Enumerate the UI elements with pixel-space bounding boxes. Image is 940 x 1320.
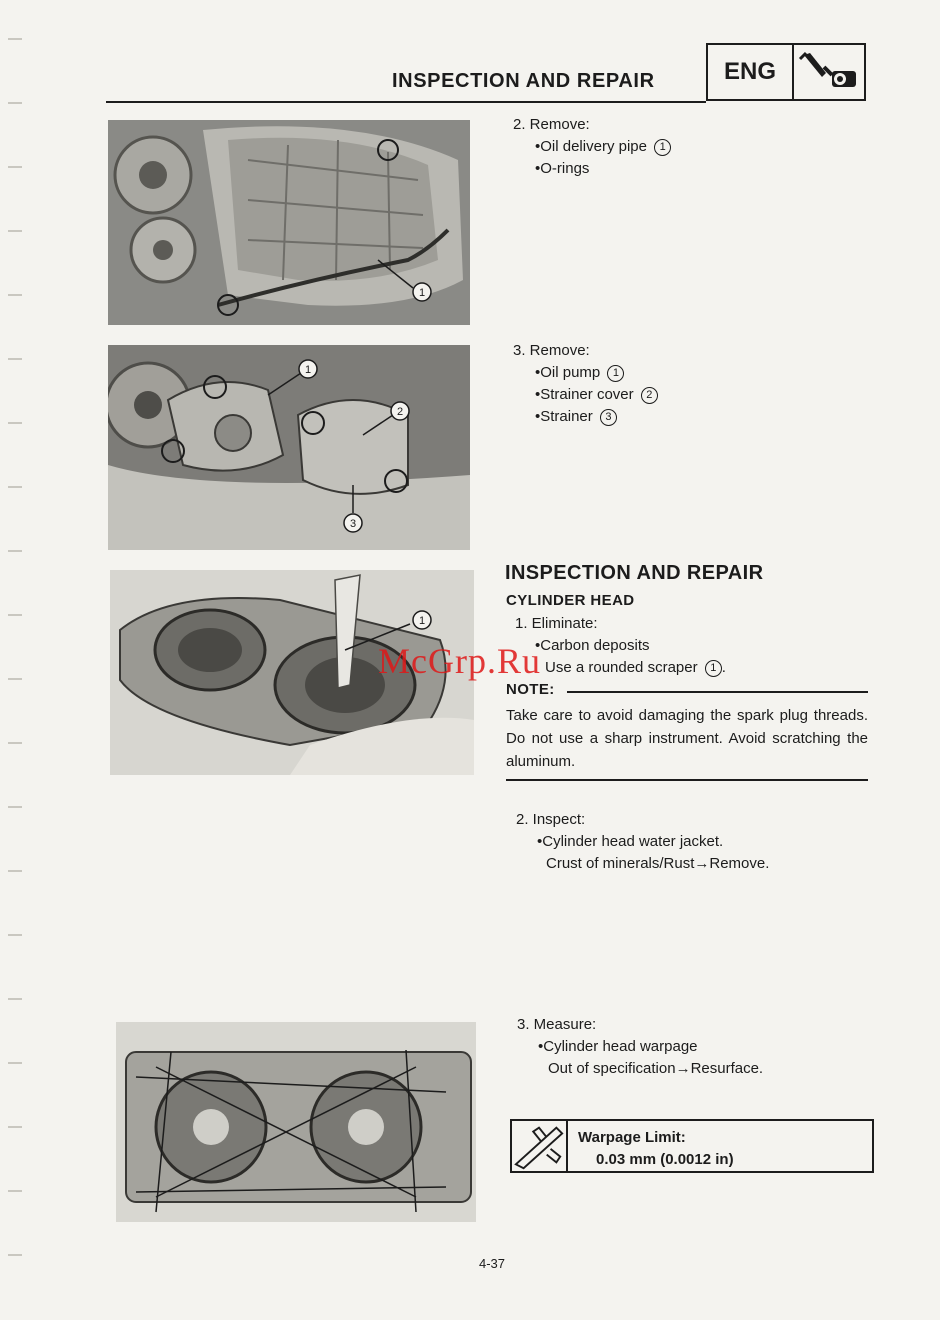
step-remove-1: 2. Remove: xyxy=(513,116,590,133)
binder-mark xyxy=(8,934,22,936)
ref-number: 3 xyxy=(600,409,617,426)
ref-number: 1 xyxy=(607,365,624,382)
binder-mark xyxy=(8,550,22,552)
binder-mark xyxy=(8,422,22,424)
binder-mark xyxy=(8,166,22,168)
item-label: Use a rounded scraper xyxy=(545,659,698,676)
binder-mark xyxy=(8,486,22,488)
item-label: •Oil pump xyxy=(535,364,601,381)
binder-mark xyxy=(8,102,22,104)
photo-cylinder-head-warpage xyxy=(116,1022,476,1222)
photo-oil-pump-strainer xyxy=(108,345,470,550)
binder-mark xyxy=(8,1254,22,1256)
binder-mark xyxy=(8,870,22,872)
binder-mark xyxy=(8,294,22,296)
item-label: •Oil delivery pipe xyxy=(535,138,647,155)
engine-wrench-icon xyxy=(796,49,862,97)
binder-mark xyxy=(8,1062,22,1064)
item-label: •Strainer cover xyxy=(535,386,634,403)
callout-photo3: 1 xyxy=(418,615,426,627)
list-item: Crust of minerals/Rust→Remove. xyxy=(546,855,770,872)
callout-photo2-2: 2 xyxy=(396,406,404,418)
caliper-icon xyxy=(512,1121,568,1171)
ref-number: 1 xyxy=(705,660,722,677)
header-rule xyxy=(106,101,706,103)
callout-photo2-3: 3 xyxy=(349,518,357,530)
list-item xyxy=(535,408,617,426)
list-item: Use a rounded scraper 1 . xyxy=(545,659,726,676)
photo-crankcase-oil-pipe xyxy=(108,120,470,325)
binder-mark xyxy=(8,742,22,744)
section-title: INSPECTION AND REPAIR xyxy=(505,562,764,584)
binder-mark xyxy=(8,998,22,1000)
binder-mark xyxy=(8,1190,22,1192)
list-item: •Carbon deposits xyxy=(535,637,650,654)
spec-box xyxy=(510,1119,874,1173)
step-measure: 3. Measure: xyxy=(517,1016,597,1033)
binder-mark xyxy=(8,678,22,680)
item-label: •Strainer xyxy=(535,408,593,425)
list-item xyxy=(535,364,624,382)
note-text: Take care to avoid damaging the spark plug threads. Do not use a sharp instrument. Avoid scratching the aluminum. xyxy=(506,707,868,770)
watermark: McGrp.Ru xyxy=(378,641,541,681)
note-label: NOTE: xyxy=(506,681,555,698)
item-label: •O-rings xyxy=(535,160,590,177)
ref-number: 2 xyxy=(641,387,658,404)
page-number: 4-37 xyxy=(479,1256,506,1271)
binder-mark xyxy=(8,614,22,616)
step-remove-2: 3. Remove: xyxy=(513,342,590,359)
subsection-title: CYLINDER HEAD xyxy=(506,592,635,609)
callout-photo1: 1 xyxy=(418,287,426,299)
list-item: •Cylinder head water jacket. xyxy=(537,833,724,850)
step-eliminate: 1. Eliminate: xyxy=(515,615,598,632)
binder-mark xyxy=(8,806,22,808)
binder-mark xyxy=(8,358,22,360)
section-badge xyxy=(706,43,866,101)
binder-mark xyxy=(8,230,22,232)
callout-photo2-1: 1 xyxy=(304,364,312,376)
list-item: •Cylinder head warpage xyxy=(538,1038,698,1055)
section-badge-label: ENG xyxy=(708,45,794,99)
step-inspect: 2. Inspect: xyxy=(516,811,586,828)
binder-mark xyxy=(8,1126,22,1128)
list-item xyxy=(535,386,658,404)
note-end-rule xyxy=(506,779,868,781)
spec-label: Warpage Limit: xyxy=(578,1129,686,1146)
ref-number: 1 xyxy=(654,139,671,156)
list-item xyxy=(535,138,671,156)
page-header-title: INSPECTION AND REPAIR xyxy=(392,70,655,92)
list-item: Out of specification→Resurface. xyxy=(548,1060,764,1077)
list-item xyxy=(535,160,589,177)
binder-mark xyxy=(8,38,22,40)
spec-value: 0.03 mm (0.0012 in) xyxy=(596,1151,734,1168)
note-rule xyxy=(567,691,868,693)
